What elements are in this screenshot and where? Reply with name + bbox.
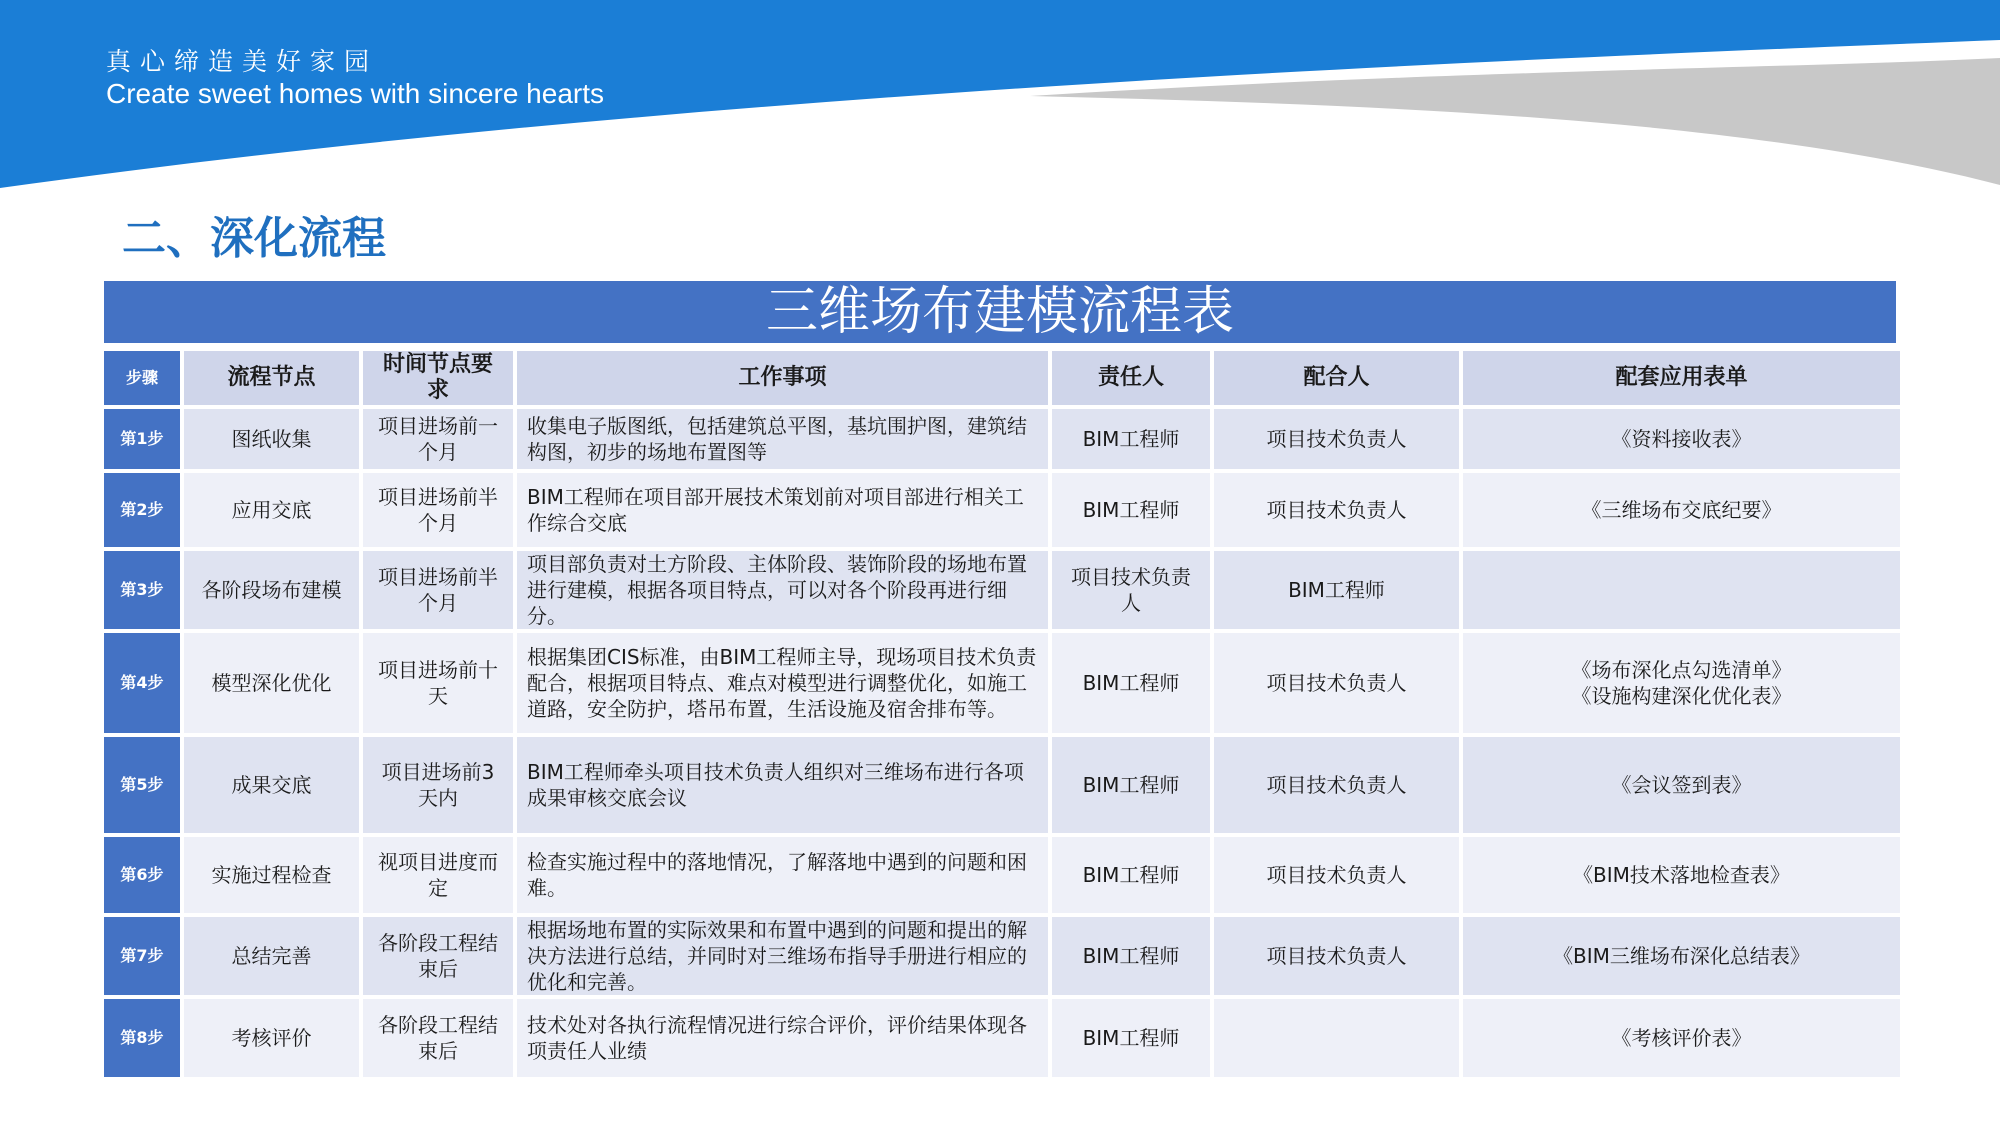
table-row	[104, 917, 1900, 995]
task-cell: 根据场地布置的实际效果和布置中遇到的问题和提出的解决方法进行总结，并同时对三维场布指导手册进行相应的优化和完善。	[517, 917, 1048, 995]
forms-cell	[1463, 633, 1900, 733]
partner-cell: 项目技术负责人	[1214, 917, 1459, 995]
owner-cell: BIM工程师	[1052, 837, 1210, 913]
time-cell: 项目进场前半个月	[363, 551, 513, 629]
owner-cell: BIM工程师	[1052, 473, 1210, 547]
table-row	[104, 737, 1900, 833]
slogan-chinese: 真心缔造美好家园	[106, 47, 379, 76]
form-name: 《会议签到表》	[1611, 773, 1752, 797]
forms-cell	[1463, 409, 1900, 469]
step-cell: 第6步	[104, 837, 180, 913]
forms-cell	[1463, 837, 1900, 913]
table-row	[104, 473, 1900, 547]
time-cell: 项目进场前3天内	[363, 737, 513, 833]
forms-cell	[1463, 473, 1900, 547]
forms-cell	[1463, 999, 1900, 1077]
header-partner: 配合人	[1214, 351, 1459, 405]
time-cell: 项目进场前十天	[363, 633, 513, 733]
time-cell: 项目进场前半个月	[363, 473, 513, 547]
node-cell: 模型深化优化	[184, 633, 359, 733]
node-cell: 总结完善	[184, 917, 359, 995]
owner-cell: BIM工程师	[1052, 999, 1210, 1077]
step-cell: 第8步	[104, 999, 180, 1077]
node-cell: 图纸收集	[184, 409, 359, 469]
header-forms: 配套应用表单	[1463, 351, 1900, 405]
table-row	[104, 999, 1900, 1077]
step-cell: 第5步	[104, 737, 180, 833]
partner-cell: 项目技术负责人	[1214, 737, 1459, 833]
form-name: 《BIM三维场布深化总结表》	[1553, 944, 1810, 968]
step-cell: 第2步	[104, 473, 180, 547]
header-node: 流程节点	[184, 351, 359, 405]
task-cell: 项目部负责对土方阶段、主体阶段、装饰阶段的场地布置进行建模，根据各项目特点，可以对各个阶段再进行细分。	[517, 551, 1048, 629]
partner-cell	[1214, 999, 1459, 1077]
task-cell: 技术处对各执行流程情况进行综合评价，评价结果体现各项责任人业绩	[517, 999, 1048, 1077]
step-cell: 第3步	[104, 551, 180, 629]
owner-cell: BIM工程师	[1052, 737, 1210, 833]
table-title: 三维场布建模流程表	[104, 281, 1896, 343]
node-cell: 成果交底	[184, 737, 359, 833]
time-cell: 各阶段工程结束后	[363, 917, 513, 995]
task-cell: 收集电子版图纸，包括建筑总平图，基坑围护图，建筑结构图，初步的场地布置图等	[517, 409, 1048, 469]
partner-cell: 项目技术负责人	[1214, 473, 1459, 547]
partner-cell: 项目技术负责人	[1214, 837, 1459, 913]
task-cell: BIM工程师在项目部开展技术策划前对项目部进行相关工作综合交底	[517, 473, 1048, 547]
task-cell: 检查实施过程中的落地情况，了解落地中遇到的问题和困难。	[517, 837, 1048, 913]
owner-cell: BIM工程师	[1052, 409, 1210, 469]
forms-cell	[1463, 551, 1900, 629]
step-cell: 第4步	[104, 633, 180, 733]
time-cell: 各阶段工程结束后	[363, 999, 513, 1077]
partner-cell: BIM工程师	[1214, 551, 1459, 629]
table-row	[104, 409, 1900, 469]
partner-cell: 项目技术负责人	[1214, 633, 1459, 733]
node-cell: 应用交底	[184, 473, 359, 547]
time-cell: 视项目进度而定	[363, 837, 513, 913]
table-row	[104, 551, 1900, 629]
form-name: 《考核评价表》	[1611, 1026, 1752, 1050]
node-cell: 实施过程检查	[184, 837, 359, 913]
form-name: 《资料接收表》	[1611, 427, 1752, 451]
slogan-english: Create sweet homes with sincere hearts	[106, 78, 604, 109]
partner-cell: 项目技术负责人	[1214, 409, 1459, 469]
form-name: 《设施构建深化优化表》	[1571, 684, 1792, 708]
node-cell: 考核评价	[184, 999, 359, 1077]
header-task: 工作事项	[517, 351, 1048, 405]
owner-cell: BIM工程师	[1052, 633, 1210, 733]
table-header-row	[104, 351, 1900, 405]
table-body	[104, 409, 1900, 1077]
form-name: 《BIM技术落地检查表》	[1573, 863, 1790, 887]
task-cell: 根据集团CIS标准，由BIM工程师主导，现场项目技术负责配合，根据项目特点、难点对模型进行调整优化，如施工道路，安全防护，塔吊布置，生活设施及宿舍排布等。	[517, 633, 1048, 733]
step-cell: 第1步	[104, 409, 180, 469]
owner-cell: 项目技术负责人	[1052, 551, 1210, 629]
process-table	[100, 347, 1904, 1081]
form-name: 《场布深化点勾选清单》	[1571, 658, 1792, 682]
header-time: 时间节点要求	[363, 351, 513, 405]
forms-cell	[1463, 737, 1900, 833]
process-table-container	[104, 281, 1896, 1081]
forms-cell	[1463, 917, 1900, 995]
section-title: 二、深化流程	[122, 213, 386, 264]
header-step: 步骤	[104, 351, 180, 405]
time-cell: 项目进场前一个月	[363, 409, 513, 469]
step-cell: 第7步	[104, 917, 180, 995]
form-name: 《三维场布交底纪要》	[1581, 498, 1782, 522]
header-owner: 责任人	[1052, 351, 1210, 405]
node-cell: 各阶段场布建模	[184, 551, 359, 629]
table-row	[104, 837, 1900, 913]
table-row	[104, 633, 1900, 733]
task-cell: BIM工程师牵头项目技术负责人组织对三维场布进行各项成果审核交底会议	[517, 737, 1048, 833]
owner-cell: BIM工程师	[1052, 917, 1210, 995]
